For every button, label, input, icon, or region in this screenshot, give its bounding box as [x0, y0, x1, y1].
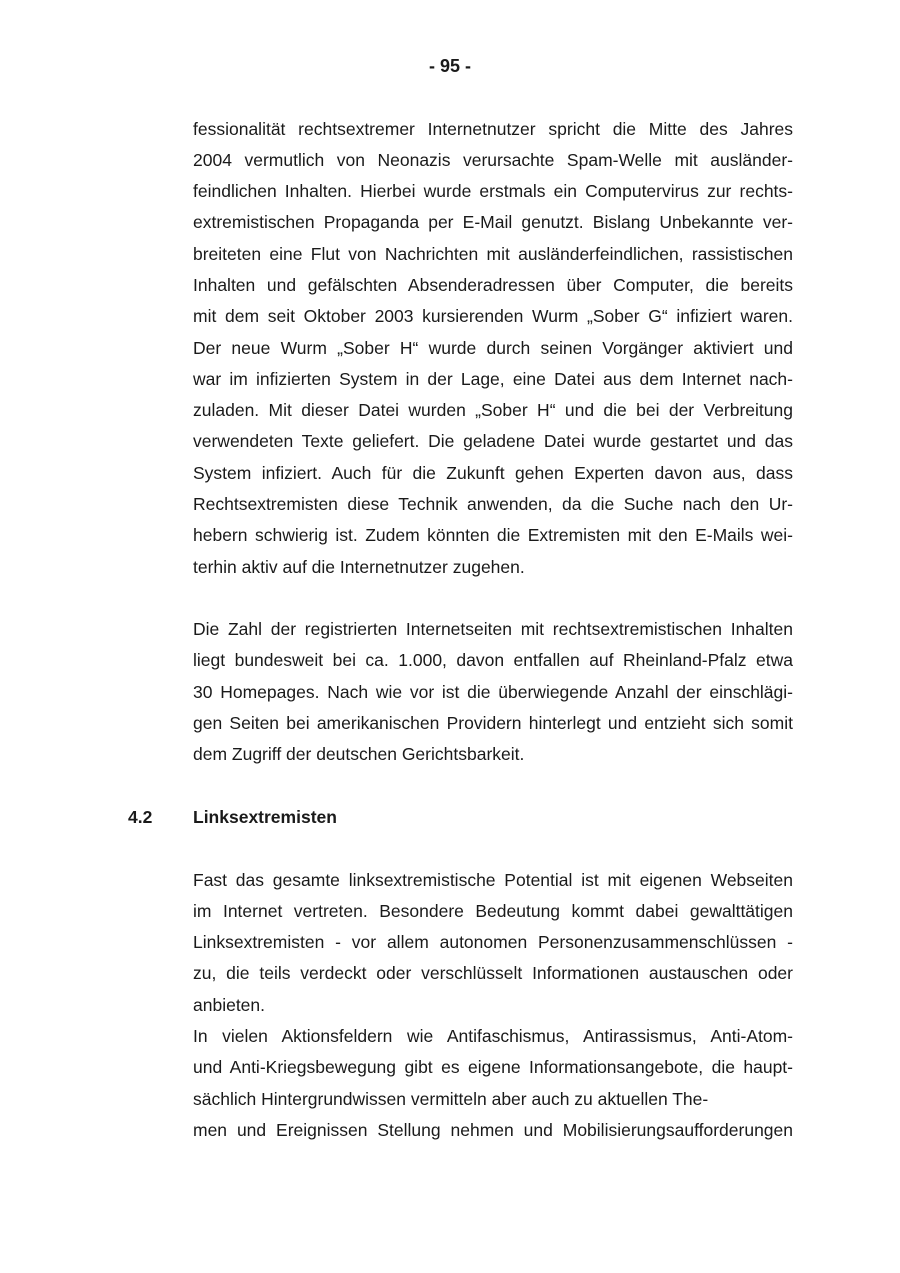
paragraph-1-line: System infiziert. Auch für die Zukunft gehen Experten davon aus, dass: [193, 463, 793, 483]
page-number: - 95 -: [428, 56, 471, 76]
paragraph-3-line: zu, die teils verdeckt oder verschlüsselt Informationen austauschen oder: [193, 963, 793, 983]
paragraph-1-line: verwendeten Texte geliefert. Die geladene Datei wurde gestartet und das: [193, 431, 793, 451]
paragraph-2-line: dem Zugriff der deutschen Gerichtsbarkeit.: [193, 744, 525, 764]
paragraph-2-line: 30 Homepages. Nach wie vor ist die überwiegende Anzahl der einschlägi-: [193, 682, 793, 702]
paragraph-2-line: liegt bundesweit bei ca. 1.000, davon entfallen auf Rheinland-Pfalz etwa: [193, 650, 793, 670]
paragraph-1-line: 2004 vermutlich von Neonazis verursachte Spam-Welle mit ausländer-: [193, 150, 793, 170]
paragraph-1-line: extremistischen Propaganda per E-Mail genutzt. Bislang Unbekannte ver-: [193, 212, 793, 232]
paragraph-4-line: In vielen Aktionsfeldern wie Antifaschismus, Antirassismus, Anti-Atom-: [193, 1026, 793, 1046]
paragraph-2-line: Die Zahl der registrierten Internetseiten mit rechtsextremistischen Inhalten: [193, 619, 793, 639]
paragraph-1-line: fessionalität rechtsextremer Internetnutzer spricht die Mitte des Jahres: [193, 119, 793, 139]
paragraph-1-line: Rechtsextremisten diese Technik anwenden, da die Suche nach den Ur-: [193, 494, 793, 514]
paragraph-3-line: Fast das gesamte linksextremistische Potential ist mit eigenen Webseiten: [193, 870, 793, 890]
paragraph-4-line: sächlich Hintergrundwissen vermitteln aber auch zu aktuellen The-: [193, 1089, 709, 1109]
paragraph-1-line: breiteten eine Flut von Nachrichten mit ausländerfeindlichen, rassistischen: [193, 244, 793, 264]
paragraph-4-line: men und Ereignissen Stellung nehmen und Mobilisierungsaufforderungen: [193, 1120, 793, 1140]
paragraph-1-line: mit dem seit Oktober 2003 kursierenden Wurm „Sober G“ infiziert waren.: [193, 306, 793, 326]
section-number: 4.2: [128, 807, 153, 827]
paragraph-1-line: hebern schwierig ist. Zudem könnten die Extremisten mit den E-Mails wei-: [193, 525, 793, 545]
paragraph-1-line: feindlichen Inhalten. Hierbei wurde erstmals ein Computervirus zur rechts-: [193, 181, 793, 201]
paragraph-1-line: zuladen. Mit dieser Datei wurden „Sober H“ und die bei der Verbreitung: [193, 400, 793, 420]
paragraph-3-line: Linksextremisten - vor allem autonomen Personenzusammenschlüssen -: [193, 932, 793, 952]
paragraph-4-line: und Anti-Kriegsbewegung gibt es eigene Informationsangebote, die haupt-: [193, 1057, 793, 1077]
section-title: Linksextremisten: [193, 807, 337, 827]
paragraph-1-line: war im infizierten System in der Lage, eine Datei aus dem Internet nach-: [193, 369, 793, 389]
paragraph-3-line: anbieten.: [193, 995, 266, 1015]
paragraph-3-line: im Internet vertreten. Besondere Bedeutung kommt dabei gewalttätigen: [193, 901, 793, 921]
paragraph-1-line: Der neue Wurm „Sober H“ wurde durch seinen Vorgänger aktiviert und: [193, 338, 793, 358]
paragraph-2-line: gen Seiten bei amerikanischen Providern hinterlegt und entzieht sich somit: [193, 713, 793, 733]
paragraph-1-line: terhin aktiv auf die Internetnutzer zugehen.: [193, 557, 525, 577]
paragraph-1-line: Inhalten und gefälschten Absenderadressen über Computer, die bereits: [193, 275, 793, 295]
